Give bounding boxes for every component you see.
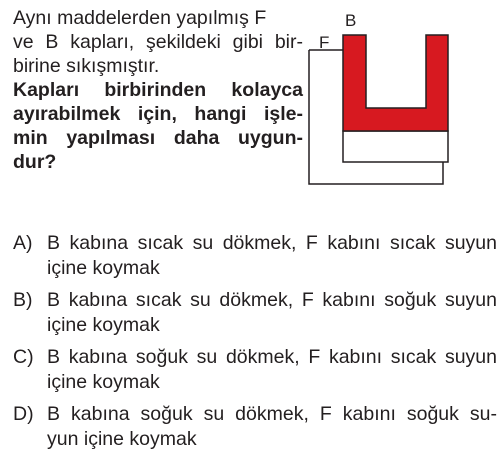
option-line: B kabına sıcak su dökmek, F kabını soğuk suyun	[47, 289, 497, 311]
option-letter: A)	[13, 232, 33, 254]
option-line: B kabına soğuk su dökmek, F kabını sıcak suyun	[47, 346, 497, 368]
option-letter: C)	[13, 346, 34, 368]
question-prompt-line: ayırabilmek için, hangi işle-	[13, 103, 303, 125]
label-b: B	[345, 11, 357, 30]
option-text	[47, 402, 497, 452]
answer-options	[13, 231, 497, 459]
question-prompt-line: min yapılması daha uygun-	[13, 127, 303, 149]
option-text	[47, 345, 497, 395]
option-b[interactable]	[13, 288, 497, 338]
option-c[interactable]	[13, 345, 497, 395]
question-prompt-line: Kapları birbirinden kolayca	[13, 79, 303, 101]
containers-figure	[300, 8, 501, 192]
container-f-cavity	[343, 131, 448, 162]
option-line: içine koymak	[47, 314, 160, 336]
question-prompt-line: dur?	[13, 151, 57, 173]
option-letter: B)	[13, 289, 33, 311]
option-line: içine koymak	[47, 257, 160, 279]
option-letter: D)	[13, 403, 34, 425]
option-text	[47, 288, 497, 338]
option-line: B kabına sıcak su dökmek, F kabını sıcak suyun	[47, 232, 497, 254]
stem-line: ve B kapları, şekildeki gibi bir-	[13, 31, 303, 53]
option-line: yun içine koymak	[47, 428, 197, 450]
option-d[interactable]	[13, 402, 497, 452]
containers-diagram	[300, 8, 501, 192]
container-b	[343, 35, 448, 131]
label-f: F	[319, 33, 330, 52]
option-a[interactable]	[13, 231, 497, 281]
stem-line: Aynı maddelerden yapılmış F	[13, 7, 267, 29]
option-text	[47, 231, 497, 281]
question-stem	[13, 6, 303, 174]
option-line: B kabına soğuk su dökmek, F kabını soğuk su-	[47, 403, 497, 425]
option-line: içine koymak	[47, 371, 160, 393]
stem-line: birine sıkışmıştır.	[13, 55, 160, 77]
